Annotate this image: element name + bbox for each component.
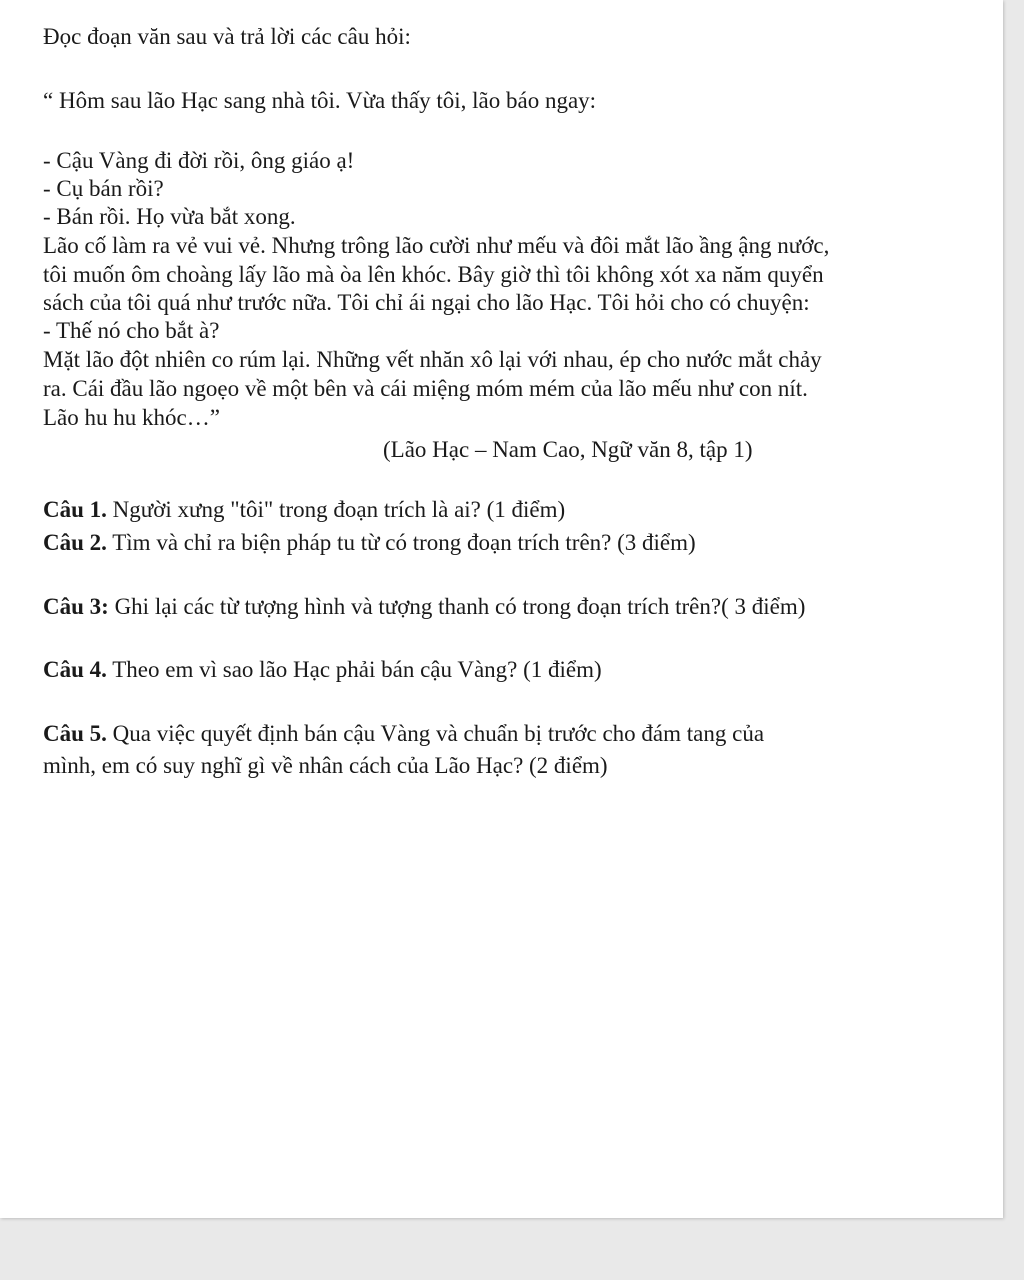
paragraph-line: Lão cố làm ra vẻ vui vẻ. Nhưng trông lão cười như mếu và đôi mắt lão ầng ậng nước, [43,233,830,258]
question-5 [43,719,764,748]
dialogue-line: - Cậu Vàng đi đời rồi, ông giáo ạ! [43,148,355,173]
question-text: Ghi lại các từ tượng hình và tượng thanh có trong đoạn trích trên?( 3 điểm) [108,594,806,619]
dialogue-line: - Bán rồi. Họ vừa bắt xong. [43,204,296,229]
question-3 [43,592,805,621]
question-label: Câu 1. [43,497,107,522]
paragraph-line: Mặt lão đột nhiên co rúm lại. Những vết nhăn xô lại với nhau, ép cho nước mắt chảy [43,347,822,372]
dialogue-line: - Thế nó cho bắt à? [43,318,220,343]
instruction: Đọc đoạn văn sau và trả lời các câu hỏi: [43,24,411,49]
question-4 [43,655,602,684]
question-5-continuation: mình, em có suy nghĩ gì về nhân cách của Lão Hạc? (2 điểm) [43,753,608,778]
paragraph-line: Lão hu hu khóc…” [43,405,220,430]
passage-opening: “ Hôm sau lão Hạc sang nhà tôi. Vừa thấy tôi, lão báo ngay: [43,88,597,113]
dialogue-line: - Cụ bán rồi? [43,176,164,201]
question-label: Câu 2. [43,530,107,555]
paragraph-line: ra. Cái đầu lão ngoẹo về một bên và cái miệng móm mém của lão mếu như con nít. [43,376,808,401]
question-label: Câu 4. [43,657,107,682]
question-text: Tìm và chỉ ra biện pháp tu từ có trong đoạn trích trên? (3 điểm) [106,530,696,555]
question-2 [43,528,696,557]
paragraph-line: tôi muốn ôm choàng lấy lão mà òa lên khóc. Bây giờ thì tôi không xót xa năm quyển [43,262,824,287]
passage-source: (Lão Hạc – Nam Cao, Ngữ văn 8, tập 1) [383,437,753,462]
question-1 [43,495,565,524]
question-text: Theo em vì sao lão Hạc phải bán cậu Vàng? (1 điểm) [106,657,602,682]
question-label: Câu 3: [43,594,109,619]
question-text: Qua việc quyết định bán cậu Vàng và chuẩn bị trước cho đám tang của [106,721,765,746]
paragraph-line: sách của tôi quá như trước nữa. Tôi chỉ ái ngại cho lão Hạc. Tôi hỏi cho có chuyện: [43,290,810,315]
question-label: Câu 5. [43,721,107,746]
question-text: Người xưng "tôi" trong đoạn trích là ai? (1 điểm) [106,497,566,522]
